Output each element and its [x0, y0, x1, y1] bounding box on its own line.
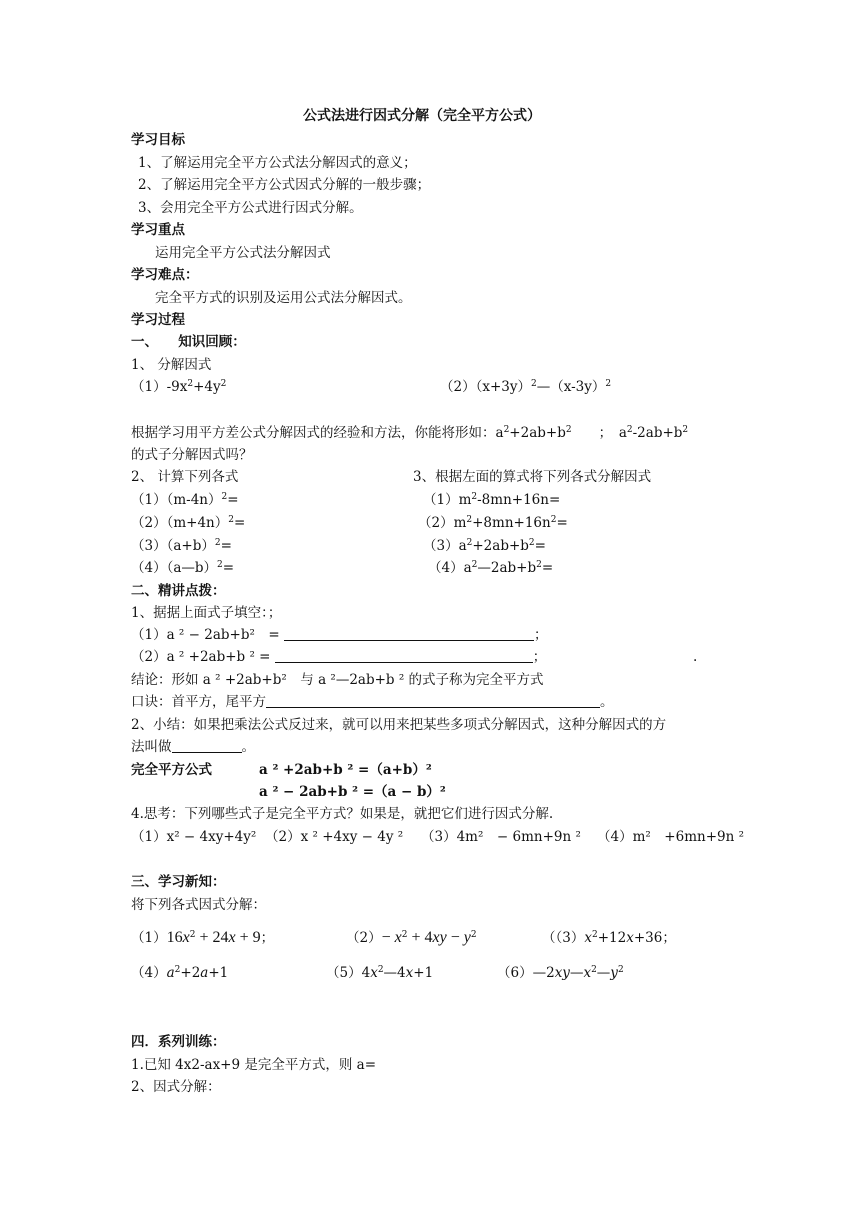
goal-item: 1、了解运用完全平方公式法分解因式的意义； [138, 155, 417, 171]
difficulty-heading: 学习难点： [131, 267, 199, 283]
exercise-6: $(6)—2xy—x^2—y^2$ [497, 965, 624, 981]
section1-heading: 一、 知识回顾： [131, 334, 246, 350]
fill-item-1: （1）a ² − 2ab+b² = ； [131, 627, 548, 643]
q2-item: （4）（a—b）$^2$= [131, 560, 235, 576]
q3-label: 3、根据左面的算式将下列各式分解因式 [413, 469, 652, 485]
q2-item: $(3)(a+b)^2=$ [131, 538, 232, 554]
q1-item-2: $(2)(x+3y)^2—(x-3y)^2$ [440, 379, 612, 395]
intro-line: 根据学习用平方差公式分解因式的经验和方法，你能将形如：$a^2+2ab+b^2$ ； $a^2-2ab+b^2$ [131, 425, 689, 441]
page-title: 公式法进行因式分解（完全平方公式） [303, 108, 541, 124]
q2-item: $(2)(m+4n)^2=$ [131, 515, 246, 531]
q1-label: 1、 分解因式 [131, 357, 212, 373]
focus-text: 运用完全平方公式法分解因式 [155, 245, 331, 261]
answer-blank[interactable] [275, 649, 533, 663]
process-heading: 学习过程 [131, 312, 185, 328]
section3-heading: 三、学习新知： [131, 874, 226, 890]
formula-label: 完全平方公式 [131, 762, 212, 778]
formula-2: a ² − 2ab+b ² =（a − b）² [259, 784, 446, 800]
q3-item: $(2)m^2+8mn+16n^2=$ [418, 515, 568, 531]
think-question: 4.思考：下列哪些式子是完全平方式？如果是，就把它们进行因式分解. [131, 806, 554, 822]
summary-line-1: 2、小结：如果把乘法公式反过来，就可以用来把某些多项式分解因式，这种分解因式的方 [131, 717, 667, 733]
exercise-4: $(4)a^2+2a+1$ [131, 965, 229, 981]
training-q2: 2、因式分解： [131, 1079, 221, 1095]
q2-label: 2、 计算下列各式 [131, 469, 239, 485]
answer-blank[interactable] [284, 627, 534, 641]
section4-heading: 四．系列训练： [131, 1034, 226, 1050]
q3-item: $(1)m^2-8mn+16n=$ [423, 492, 561, 508]
formula-1: a ² +2ab+b ² =（a+b）² [259, 762, 432, 778]
dot: . [693, 649, 698, 665]
fill-item-2: （2）a ² +2ab+b ² = ； [131, 649, 547, 665]
section2-heading: 二、精讲点拨： [131, 583, 226, 599]
answer-blank[interactable] [266, 694, 600, 708]
q1-item-1: $(1)-9x^2+4y^2$ [131, 379, 227, 395]
section3-prompt: 将下列各式因式分解： [131, 897, 266, 913]
exercise-2: $(2)- x^2 + 4xy - y^2$ [346, 929, 477, 946]
answer-blank[interactable] [172, 739, 242, 753]
training-q1: 1.已知 4x2-ax+9 是完全平方式，则 a= [131, 1057, 377, 1073]
q2-item: $(1)(m-4n)^2=$ [131, 492, 239, 508]
exercise-5: $(5)4x^2—4x+1$ [326, 965, 434, 981]
fill-label: 1、据据上面式子填空：； [131, 605, 282, 621]
goals-heading: 学习目标 [131, 132, 185, 148]
goal-item: 3、会用完全平方公式进行因式分解。 [138, 200, 363, 216]
q3-item: $(3)a^2+2ab+b^2=$ [423, 538, 546, 554]
exercise-3: （$(3)x^2+12x+36$； [542, 930, 676, 946]
goal-item: 2、了解运用完全平方公式因式分解的一般步骤； [138, 177, 431, 193]
conclusion: 结论：形如 a ² +2ab+b² 与 a ²—2ab+b ² 的式子称为完全平方式 [131, 672, 544, 688]
focus-heading: 学习重点 [131, 222, 185, 238]
think-item: （2）x ² +4xy − 4y ² [265, 829, 404, 845]
q3-item: $(4)a^2—2ab+b^2=$ [428, 560, 554, 576]
think-item: （1）x² − 4xy+4y² [131, 829, 257, 845]
think-item: （4）m² +6mn+9n ² [597, 829, 744, 845]
think-item: （3）4m² − 6mn+9n ² [421, 829, 581, 845]
difficulty-text: 完全平方式的识别及运用公式法分解因式。 [155, 290, 412, 306]
summary-line-2: 法叫做 。 [131, 739, 255, 755]
intro-line-2: 的式子分解因式吗？ [131, 447, 253, 463]
exercise-1: $(1)16x^2 + 24x + 9$； [131, 929, 275, 946]
mnemonic: 口诀：首平方，尾平方 。 [131, 694, 614, 710]
